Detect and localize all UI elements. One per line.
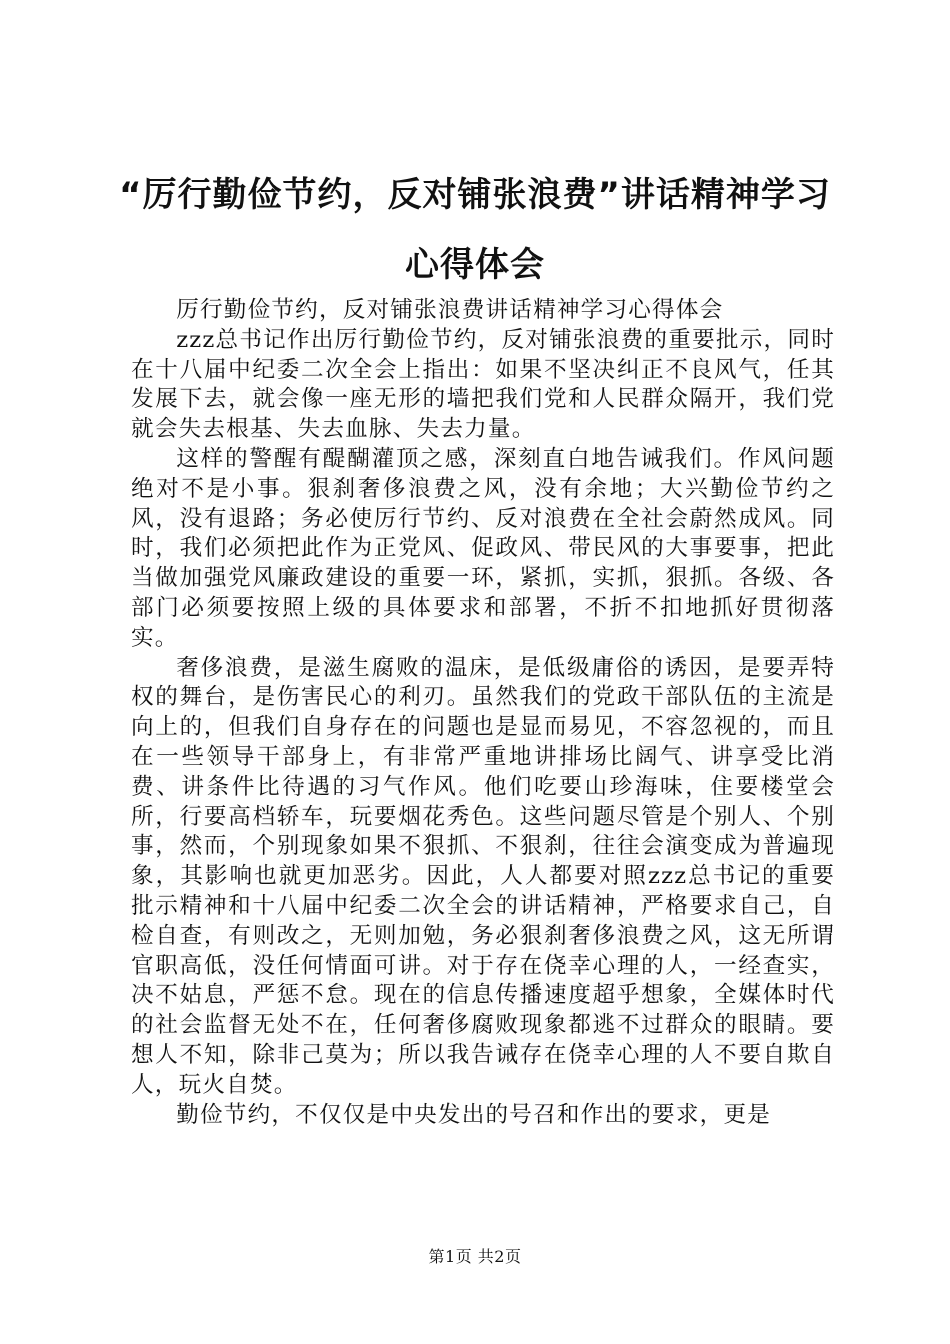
- paragraph-2: 这样的警醒有醍醐灌顶之感，深刻直白地告诫我们。作风问题绝对不是小事。狠刹奢侈浪费之风，没有余地；大兴勤俭节约之风，没有退路；务必使厉行节约、反对浪费在全社会蔚然成风。同时，我们必须把此作为正党风、促政风、带民风的大事要事，把此当做加强党风廉政建设的重要一环，紧抓，实抓，狠抓。各级、各部门必须要按照上级的具体要求和部署，不折不扣地抓好贯彻落实。: [131, 445, 835, 651]
- document-title: “厉行勤俭节约，反对铺张浪费”讲话精神学习心得体会: [119, 175, 831, 285]
- paragraph-4: 勤俭节约，不仅仅是中央发出的号召和作出的要求，更是: [176, 1101, 772, 1128]
- paragraph-1: zzz总书记作出厉行勤俭节约，反对铺张浪费的重要批示，同时在十八届中纪委二次全会上指出：如果不坚决纠正不良风气，任其发展下去，就会像一座无形的墙把我们党和人民群众隔开，我们党就会失去根基、失去血脉、失去力量。: [131, 326, 835, 443]
- page-number-footer: 第1页 共2页: [428, 1247, 522, 1266]
- document-body: [131, 296, 835, 1130]
- paragraph-3: 奢侈浪费，是滋生腐败的温床，是低级庸俗的诱因，是要弄特权的舞台，是伤害民心的利刃。虽然我们的党政干部队伍的主流是向上的，但我们自身存在的问题也是显而易见，不容忽视的，而且在一些领导干部身上，有非常严重地讲排场比阔气、讲享受比消费、讲条件比待遇的习气作风。他们吃要山珍海味，住要楼堂会所，行要高档轿车，玩要烟花秀色。这些问题尽管是个别人、个别事，然而，个别现象如果不狠抓、不狠刹，往往会演变成为普遍现象，其影响也就更加恶劣。因此，人人都要对照zzz总书记的重要批示精神和十八届中纪委二次全会的讲话精神，严格要求自己，自检自查，有则改之，无则加勉，务必狠刹奢侈浪费之风，这无所谓官职高低，没任何情面可讲。对于存在侥幸心理的人，一经查实，决不姑息，严惩不怠。现在的信息传播速度超乎想象，全媒体时代的社会监督无处不在，任何奢侈腐败现象都逃不过群众的眼睛。要想人不知，除非己莫为；所以我告诫存在侥幸心理的人不要自欺自人，玩火自焚。: [131, 654, 835, 1098]
- paragraph-subtitle: 厉行勤俭节约，反对铺张浪费讲话精神学习心得体会: [176, 297, 724, 323]
